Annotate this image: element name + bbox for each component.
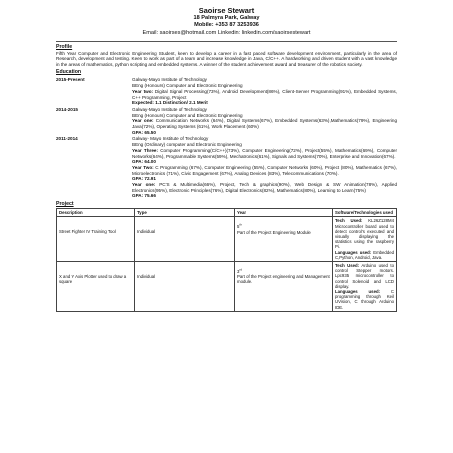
year-results (132, 182, 397, 193)
project-type: Individual (135, 261, 235, 311)
linkedin-link[interactable]: linkedin.com/saoirsestewart (241, 29, 311, 36)
email-label: Email: (142, 29, 160, 36)
year-description: Part of the Project engineering and Management module. (237, 274, 330, 285)
year-description: Part of the Project Engineering Module (237, 229, 311, 235)
candidate-name: Saoirse Stewart (198, 6, 255, 15)
education-period: 2011-2014 (56, 136, 78, 142)
contact-line (56, 30, 397, 38)
languages-used: C programming through Keil UVision, C through Arduino IDE. (335, 289, 394, 310)
education-period: 2015-Present (56, 77, 85, 83)
year-number: 3rd (237, 267, 243, 274)
tech-used: Arduino used to control Stepper motors. Lpc935 microcontroller to control Solenoid and LCD display. (335, 262, 394, 289)
project-description: Street Fighter IV Training Tool (57, 217, 135, 262)
address: 18 Palmyra Park, Galway (193, 15, 260, 21)
year-modules: Digital Signal Processing(73%), Android Development(86%), Client-Server Programming(91%), Embedded Systems, C++ Programming, Project (132, 88, 397, 100)
year-results (132, 89, 397, 100)
profile-text: Fifth Year Computer and Electronic Engineering Student, keen to develop a career in a fast paced software development environment, particularly in the area of Research, development and testing. Keen to work as part of a team and increase knowledge in Java, C/C++. A hardworking and driven student with a vast knowledge in the areas of mathematics, python scripting and embedded systems. A winner of the student achievement award and treasurer of the robotics society. (56, 50, 397, 67)
education-details (132, 77, 397, 106)
linkedin-label: Linkedin: (216, 29, 242, 36)
degree: BEng (Honours) Computer and Electronic Engineering (132, 83, 243, 89)
profile-heading: Profile (56, 43, 73, 50)
year-label: Year Three: (132, 147, 158, 153)
year-number: 5th (237, 222, 242, 230)
mobile-number: Mobile: +353 87 3253936 (194, 22, 259, 29)
tech-used-label: Tech Used: (335, 218, 363, 224)
gpa: GPA: 65.50 (132, 129, 156, 135)
education-entry (56, 77, 397, 106)
table-header-row (57, 209, 397, 217)
year-results (132, 118, 397, 129)
education-entry (56, 107, 397, 136)
project-heading: Project (56, 201, 74, 208)
project-type: Individual (135, 217, 235, 262)
table-row (57, 261, 397, 311)
column-header-technologies: Software/Technologies used (333, 209, 397, 217)
year-modules: C Programming (67%), Computer Engineering (55%), Computer Networks (60%), Project (80%), Mathematics (67%), Microelectronics (71%), Civic Engagement (67%), Analog Devices (83%), Telecommunications (70%). (132, 164, 397, 176)
education-entry (56, 136, 397, 199)
languages-used: Embedded C,Python, Android, Java. (335, 249, 394, 260)
project-year (235, 217, 333, 262)
year-results (132, 148, 397, 159)
year-modules: Communication Networks (64%), Digital Systems(67%), Embedded Systems(63%),Mathematics(79%), Engineering Java(72%), Operating Systems (61%), Work Placement (60%) (132, 118, 397, 130)
column-header-description: Description (57, 209, 135, 217)
education-heading: Education (56, 69, 82, 76)
year-label: Year Two: (132, 164, 154, 170)
tech-used-label: Tech Used: (335, 262, 360, 268)
year-results (132, 165, 397, 176)
gpa: GPA: 72.91 (132, 176, 156, 182)
cv-header (56, 6, 397, 38)
year-modules: PC'S & Multimedia(66%), Project, Tech & graphics(90%), Web Design & SW Animation(78%), Applied Electronics(95%), Electronic Principles(76%), Digital Electronics(82%), Mathematics(80%), Learning to Learn(75%) (132, 182, 397, 193)
email-link[interactable]: saoirses@hotmail.com (159, 29, 217, 36)
education-period: 2014-2015 (56, 106, 78, 112)
year-label: Year one: (132, 118, 154, 124)
project-description: X and Y Axis Plotter used to draw a square (57, 261, 135, 311)
year-label: Year one: (132, 182, 156, 188)
education-details (132, 136, 397, 199)
degree: BEng (Honours) Computer and Electronic Engineering (132, 112, 243, 118)
project-year (235, 261, 333, 311)
institution: Galway-Mayo Institute of Technology (132, 77, 207, 83)
year-label: Year two: (132, 88, 154, 94)
degree: BEng (Ordinary) computer and Electronic Engineering (132, 142, 242, 148)
project-technologies (333, 261, 397, 311)
institution: Galway-Mayo Institute of Technology (132, 106, 207, 112)
project-table (56, 208, 397, 312)
table-row (57, 217, 397, 262)
languages-label: Languages used: (335, 249, 372, 255)
gpa: GPA: 64.00 (132, 159, 156, 165)
column-header-type: Type (135, 209, 235, 217)
languages-label: Languages used: (335, 289, 381, 294)
expected-result: Expected: 1.1 Distinction/ 2.1 Merit (132, 100, 208, 106)
column-header-year: Year (235, 209, 333, 217)
education-details (132, 107, 397, 136)
project-technologies (333, 217, 397, 262)
tech-used: KL26Z128M4 Microcontroller board used to detect control's executed and visually displaying the statistics using the raspberry Pi. (335, 218, 394, 250)
gpa: GPA: 75.66 (132, 193, 156, 199)
institution: Galway- Mayo Institute of Technology (132, 136, 209, 142)
header-divider (56, 41, 397, 42)
year-modules: Computer Programming(C/C++)(73%), Computer Engineering(72%), Project(55%), Mathematics(69%), Computer Networks(64%), Programmable Systems(59%), Mechatronics(61%), Signals and Systems(70%), Enterprise and Innovation(67%). (132, 147, 397, 159)
